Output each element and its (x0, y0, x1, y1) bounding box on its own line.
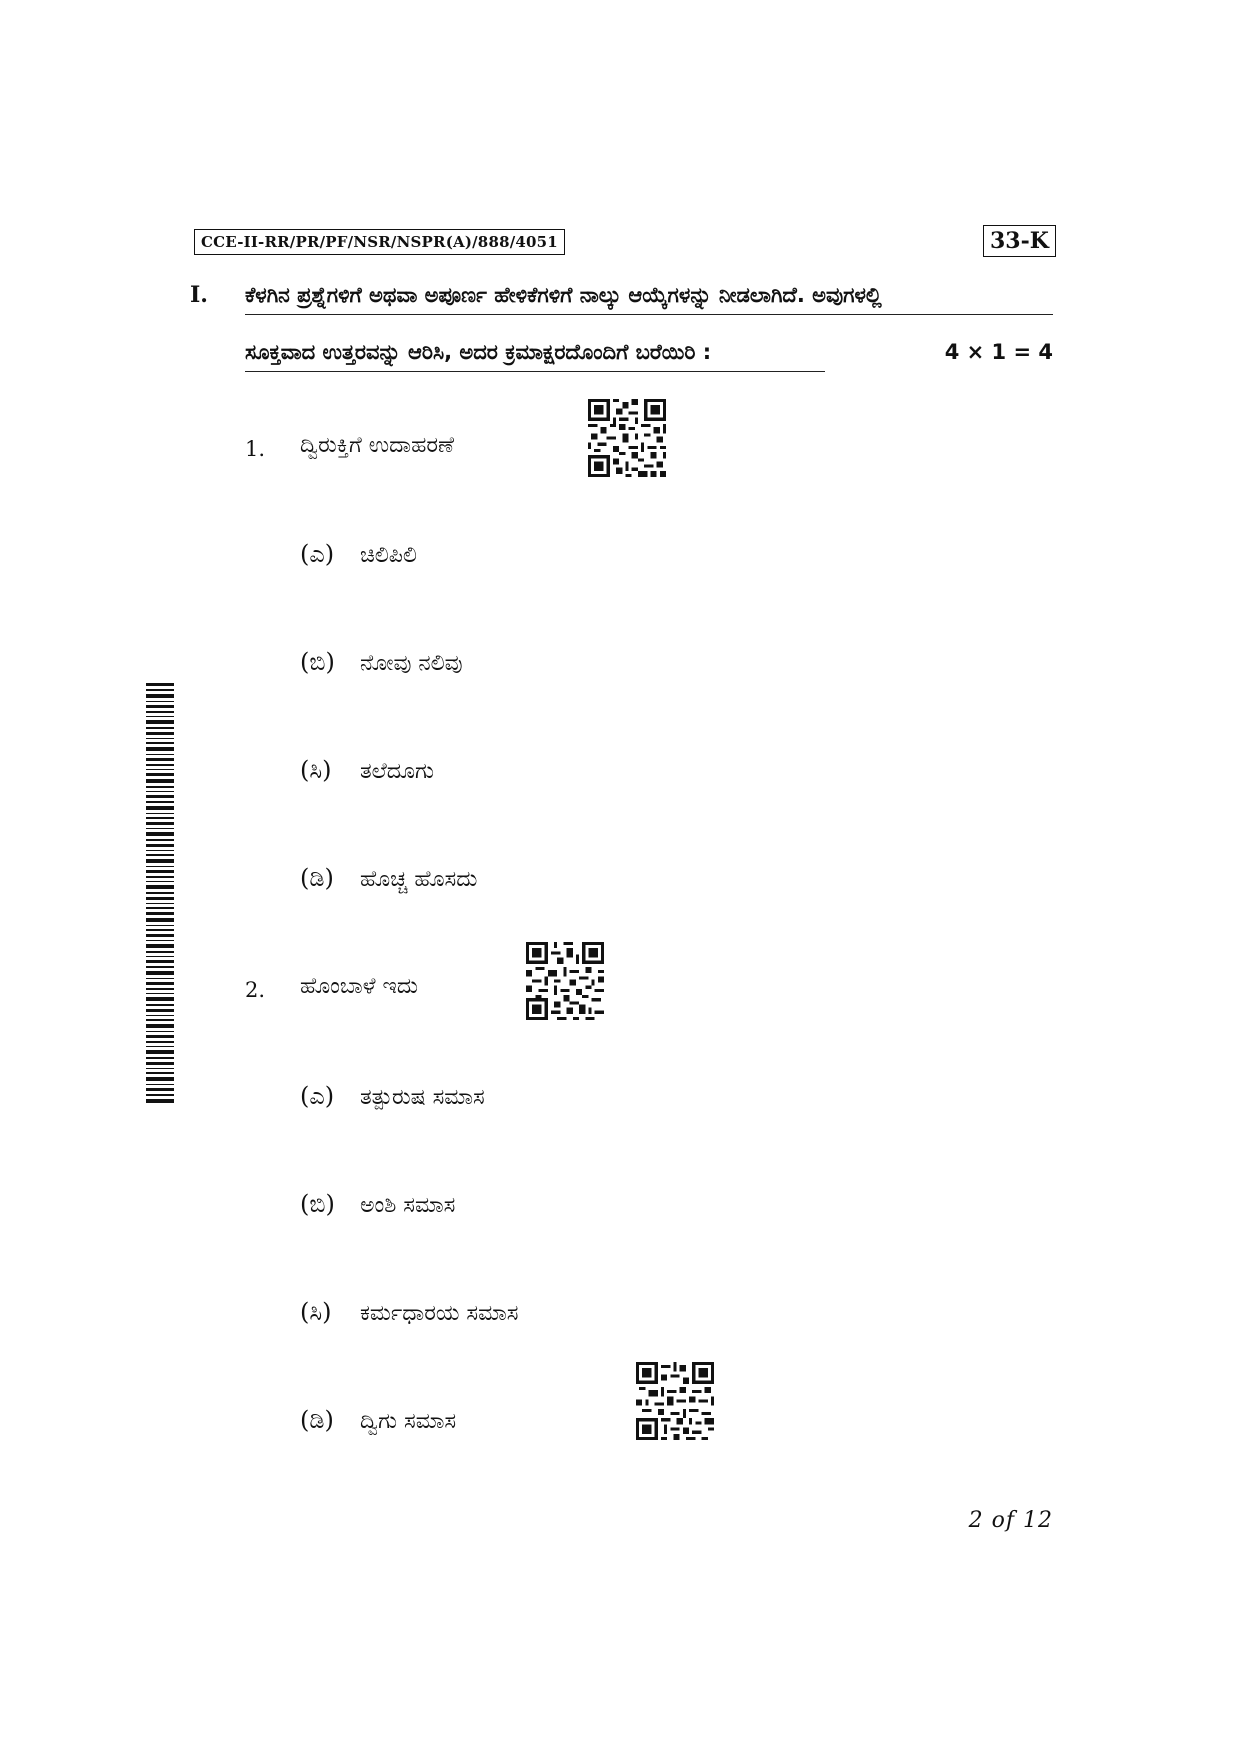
paper-code: CCE-II-RR/PR/PF/NSR/NSPR(A)/888/4051 (194, 229, 565, 255)
instruction-line-1: ಕೆಳಗಿನ ಪ್ರಶ್ನೆಗಳಿಗೆ ಅಥವಾ ಅಪೂರ್ಣ ಹೇಳಿಕೆಗಳಿಗೆ ನಾಲ್ಕು ಆಯ್ಕೆಗಳನ್ನು ನೀಡಲಾಗಿದೆ. ಅವುಗಳಲ್ಲಿ (245, 283, 1053, 315)
option-label: (ಡಿ) (300, 864, 334, 892)
option-label: (ಸಿ) (300, 1298, 332, 1326)
question-text: ಹೊಂಬಾಳೆ ಇದು (300, 974, 419, 999)
option-label: (ಬಿ) (300, 648, 335, 676)
question-number: 2. (245, 978, 266, 1002)
option-text: ತತ್ಪುರುಷ ಸಮಾಸ (360, 1085, 485, 1110)
option-label: (ಬಿ) (300, 1190, 335, 1218)
option-text: ತಲೆದೂಗು (360, 759, 434, 784)
qr-code-icon (526, 942, 604, 1020)
option-label: (ಸಿ) (300, 756, 332, 784)
qr-code-icon (588, 399, 666, 477)
option-label: (ಎ) (300, 1082, 335, 1110)
page-number: 2 of 12 (968, 1508, 1053, 1533)
option-label: (ಎ) (300, 540, 335, 568)
option-text: ಅಂಶಿ ಸಮಾಸ (360, 1193, 456, 1218)
question-text: ದ್ವಿರುಕ್ತಿಗೆ ಉದಾಹರಣೆ (300, 433, 454, 458)
question-number: 1. (245, 437, 266, 461)
subject-code: 33-K (983, 225, 1056, 257)
section-number: I. (190, 282, 208, 308)
option-text: ಚಿಲಿಪಿಲಿ (360, 543, 417, 568)
option-text: ನೋವು ನಲಿವು (360, 651, 463, 676)
option-label: (ಡಿ) (300, 1406, 334, 1434)
marks-allocation: 4 × 1 = 4 (944, 340, 1053, 364)
option-text: ದ್ವಿಗು ಸಮಾಸ (360, 1409, 457, 1434)
qr-code-icon (636, 1362, 714, 1440)
option-text: ಹೊಚ್ಚ ಹೊಸದು (360, 867, 478, 892)
barcode-icon (146, 683, 174, 1105)
instruction-line-2: ಸೂಕ್ತವಾದ ಉತ್ತರವನ್ನು ಆರಿಸಿ, ಅದರ ಕ್ರಮಾಕ್ಷರದೊಂದಿಗೆ ಬರೆಯಿರಿ : (245, 340, 825, 372)
option-text: ಕರ್ಮಧಾರಯ ಸಮಾಸ (360, 1301, 519, 1326)
